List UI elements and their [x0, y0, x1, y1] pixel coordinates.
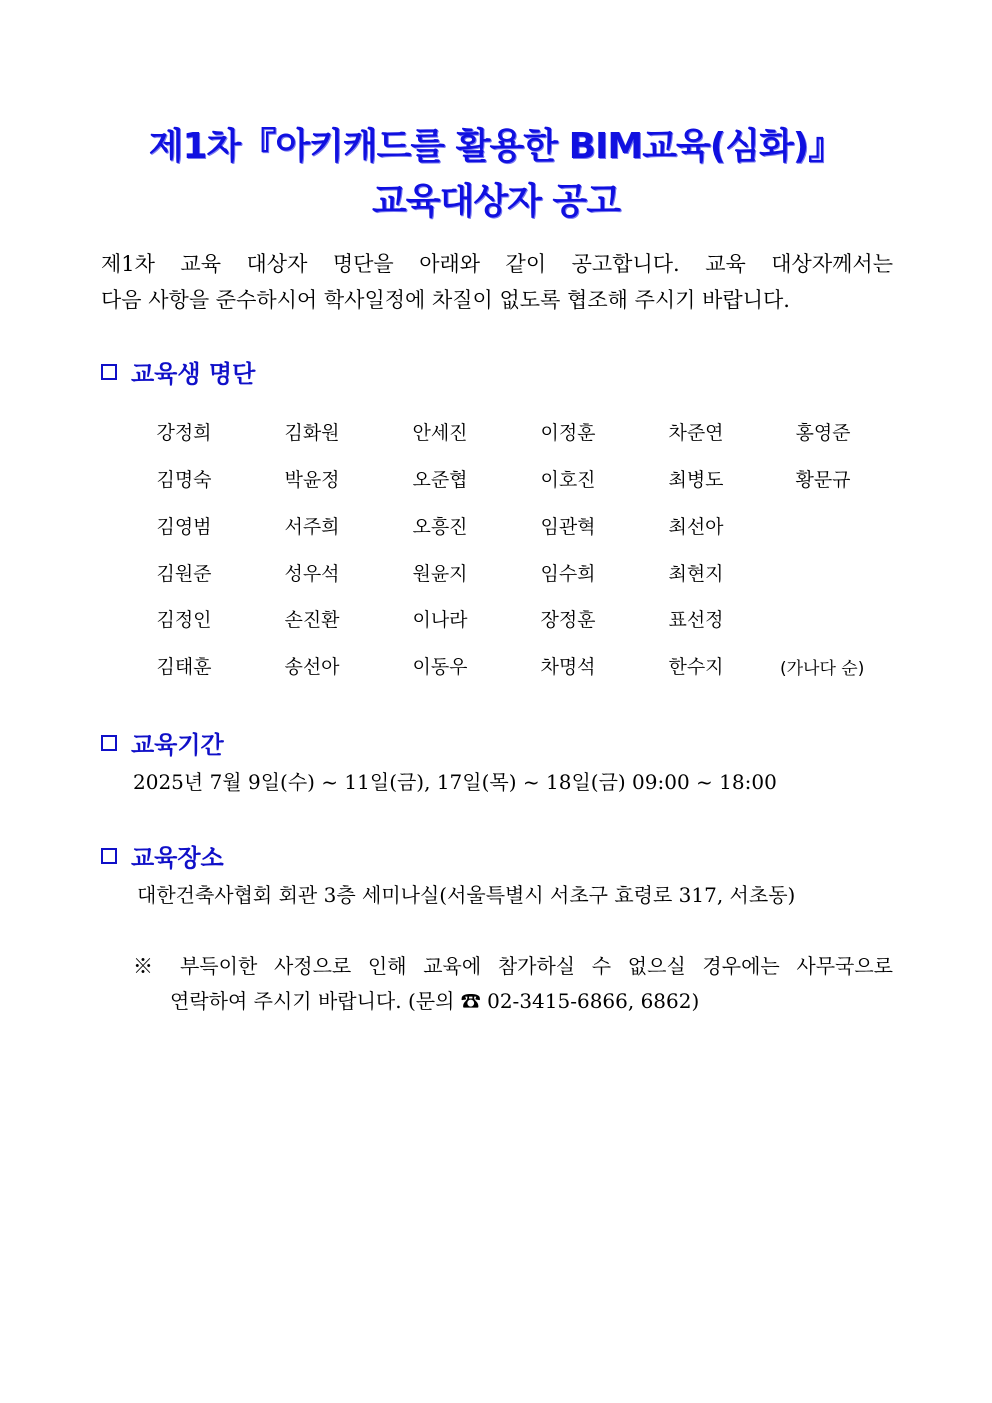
roster-name: 차준연 — [668, 422, 724, 444]
roster-name: 최병도 — [668, 469, 724, 491]
roster-name: 임관혁 — [540, 516, 596, 538]
checkbox-square-icon — [101, 364, 117, 380]
notice-line-1: ※ 부득이한 사정으로 인해 교육에 참가하실 수 없으실 경우에는 사무국으로 — [133, 954, 893, 978]
roster-name: 차명석 — [540, 656, 596, 678]
roster-heading-text: 교육생 명단 — [131, 360, 256, 388]
roster-name: 최현지 — [668, 563, 724, 585]
roster-order-note: (가나다 순) — [780, 659, 865, 679]
roster-name: 이호진 — [540, 469, 596, 491]
roster-name: 김명숙 — [156, 469, 212, 491]
roster-name: 홍영준 — [795, 422, 851, 444]
place-heading-text: 교육장소 — [131, 844, 224, 872]
roster-name: 송선아 — [284, 656, 340, 678]
roster-name: 박윤정 — [284, 469, 340, 491]
roster-name: 한수지 — [668, 656, 724, 678]
intro-line-1: 제1차 교육 대상자 명단을 아래와 같이 공고합니다. 교육 대상자께서는 — [101, 252, 893, 276]
roster-name: 황문규 — [795, 469, 851, 491]
roster-name: 이동우 — [412, 656, 468, 678]
roster-name: 최선아 — [668, 516, 724, 538]
roster-name: 손진환 — [284, 609, 340, 631]
roster-name: 강정희 — [156, 422, 212, 444]
roster-heading — [101, 354, 255, 389]
roster-name: 오흥진 — [412, 516, 468, 538]
checkbox-square-icon — [101, 735, 117, 751]
place-heading — [101, 838, 224, 873]
roster-name: 이정훈 — [540, 422, 596, 444]
period-heading-text: 교육기간 — [131, 731, 224, 759]
period-heading — [101, 725, 224, 760]
roster-name: 안세진 — [412, 422, 468, 444]
roster-name: 서주희 — [284, 516, 340, 538]
place-text: 대한건축사협회 회관 3층 세미나실(서울특별시 서초구 효령로 317, 서초동) — [137, 883, 796, 907]
notice-line-2: 연락하여 주시기 바랍니다. (문의 ☎ 02-3415-6866, 6862) — [170, 989, 700, 1013]
roster-name: 오준협 — [412, 469, 468, 491]
roster-name: 김영범 — [156, 516, 212, 538]
roster-name: 김화원 — [284, 422, 340, 444]
intro-line-2: 다음 사항을 준수하시어 학사일정에 차질이 없도록 협조해 주시기 바랍니다. — [101, 288, 790, 312]
roster-name: 임수희 — [540, 563, 596, 585]
period-text: 2025년 7월 9일(수) ~ 11일(금), 17일(목) ~ 18일(금) 09:00 ~ 18:00 — [133, 770, 777, 794]
roster-name: 원윤지 — [412, 563, 468, 585]
roster-name: 성우석 — [284, 563, 340, 585]
title-line-2: 교육대상자 공고 — [372, 181, 620, 222]
roster-name: 장정훈 — [540, 609, 596, 631]
title-line-1: 제1차『아키캐드를 활용한 BIM교육(심화)』 — [148, 126, 844, 167]
roster-name: 김정인 — [156, 609, 212, 631]
roster-name: 김태훈 — [156, 656, 212, 678]
checkbox-square-icon — [101, 848, 117, 864]
roster-name: 김원준 — [156, 563, 212, 585]
roster-name: 이나라 — [412, 609, 468, 631]
roster-name: 표선정 — [668, 609, 724, 631]
